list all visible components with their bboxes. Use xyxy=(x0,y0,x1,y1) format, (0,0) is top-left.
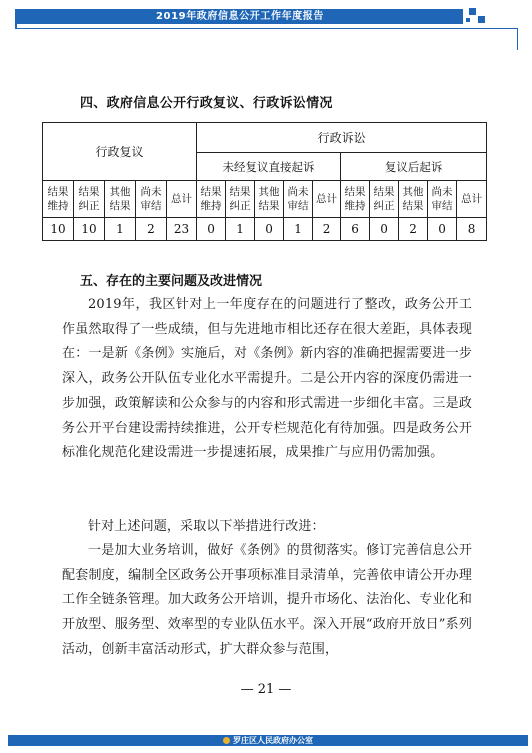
table-cell: 0 xyxy=(370,218,399,241)
footer-org: 罗庄区人民政府办公室 xyxy=(233,736,313,745)
table-cell: 2 xyxy=(136,218,167,241)
table-cell: 1 xyxy=(284,218,313,241)
column-header: 尚未审结 xyxy=(136,181,167,218)
column-header: 结果纠正 xyxy=(74,181,105,218)
table-cell: 1 xyxy=(105,218,136,241)
column-header: 总计 xyxy=(167,181,197,218)
column-header: 其他结果 xyxy=(105,181,136,218)
paragraph-measure-one: 一是加大业务培训，做好《条例》的贯彻落实。修订完善信息公开配套制度，编制全区政务公开事项标准目录清单，完善依申请公开办理工作全链条管理。加大政务公开培训，提升市场化、法治化、专业化和开放型、服务型、效率型的专业队伍水平。深入开展“政府开放日”系列活动，创新丰富活动形式，扩大群众参与范围， xyxy=(62,543,472,657)
header-administrative-litigation: 行政诉讼 xyxy=(197,123,487,153)
column-header: 结果维持 xyxy=(43,181,74,218)
footer xyxy=(8,735,528,746)
table-cell: 23 xyxy=(167,218,197,241)
header-square-decoration xyxy=(466,18,470,22)
table-cell: 2 xyxy=(399,218,428,241)
section-heading-problems: 五、存在的主要问题及改进情况 xyxy=(80,274,263,289)
paragraph-problems: 2019年，我区针对上一年度存在的问题进行了整改，政务公开工作虽然取得了一些成绩，但与先进地市相比还存在很大差距，具体表现在：一是新《条例》实施后，对《条例》新内容的准确把握需要进一步深入，政务公开队伍专业化水平需提升。二是公开内容的深度仍需进一步加强，政策解读和公众参与的内容和形式需进一步细化丰富。三是政务公开平台建设需持续推进，公开专栏规范化有待加强。四是政务公开标准化规范化建设需进一步提速拓展，成果推广与应用仍需加强。 xyxy=(62,297,472,461)
paragraph-measures-intro: 针对上述问题，采取以下举措进行改进： xyxy=(88,519,325,534)
header-decoration xyxy=(517,28,518,50)
table-cell: 0 xyxy=(255,218,284,241)
header-square-decoration xyxy=(478,16,485,23)
header-rule xyxy=(15,28,518,29)
table-cell: 0 xyxy=(197,218,226,241)
table-cell: 8 xyxy=(457,218,487,241)
emblem-icon xyxy=(223,737,230,744)
table-cell: 6 xyxy=(341,218,370,241)
table-cell: 0 xyxy=(428,218,457,241)
table-cell: 10 xyxy=(43,218,74,241)
column-header: 尚未审结 xyxy=(284,181,313,218)
table-cell: 2 xyxy=(313,218,341,241)
column-header: 其他结果 xyxy=(255,181,284,218)
column-header: 尚未审结 xyxy=(428,181,457,218)
header-litigation-after-review: 复议后起诉 xyxy=(341,153,487,181)
page-number: — 21 — xyxy=(240,682,292,697)
column-header: 结果纠正 xyxy=(226,181,255,218)
header-direct-litigation: 未经复议直接起诉 xyxy=(197,153,341,181)
column-header: 结果维持 xyxy=(197,181,226,218)
column-header: 结果维持 xyxy=(341,181,370,218)
report-title: 2019年政府信息公开工作年度报告 xyxy=(155,11,325,22)
review-litigation-table xyxy=(42,122,487,241)
table-cell: 1 xyxy=(226,218,255,241)
section-heading-review-litigation: 四、政府信息公开行政复议、行政诉讼情况 xyxy=(80,96,333,111)
column-header: 结果纠正 xyxy=(370,181,399,218)
table-cell: 10 xyxy=(74,218,105,241)
column-header: 其他结果 xyxy=(399,181,428,218)
column-header: 总计 xyxy=(457,181,487,218)
header-administrative-review: 行政复议 xyxy=(43,123,197,181)
header-square-decoration xyxy=(469,8,476,15)
column-header: 总计 xyxy=(313,181,341,218)
